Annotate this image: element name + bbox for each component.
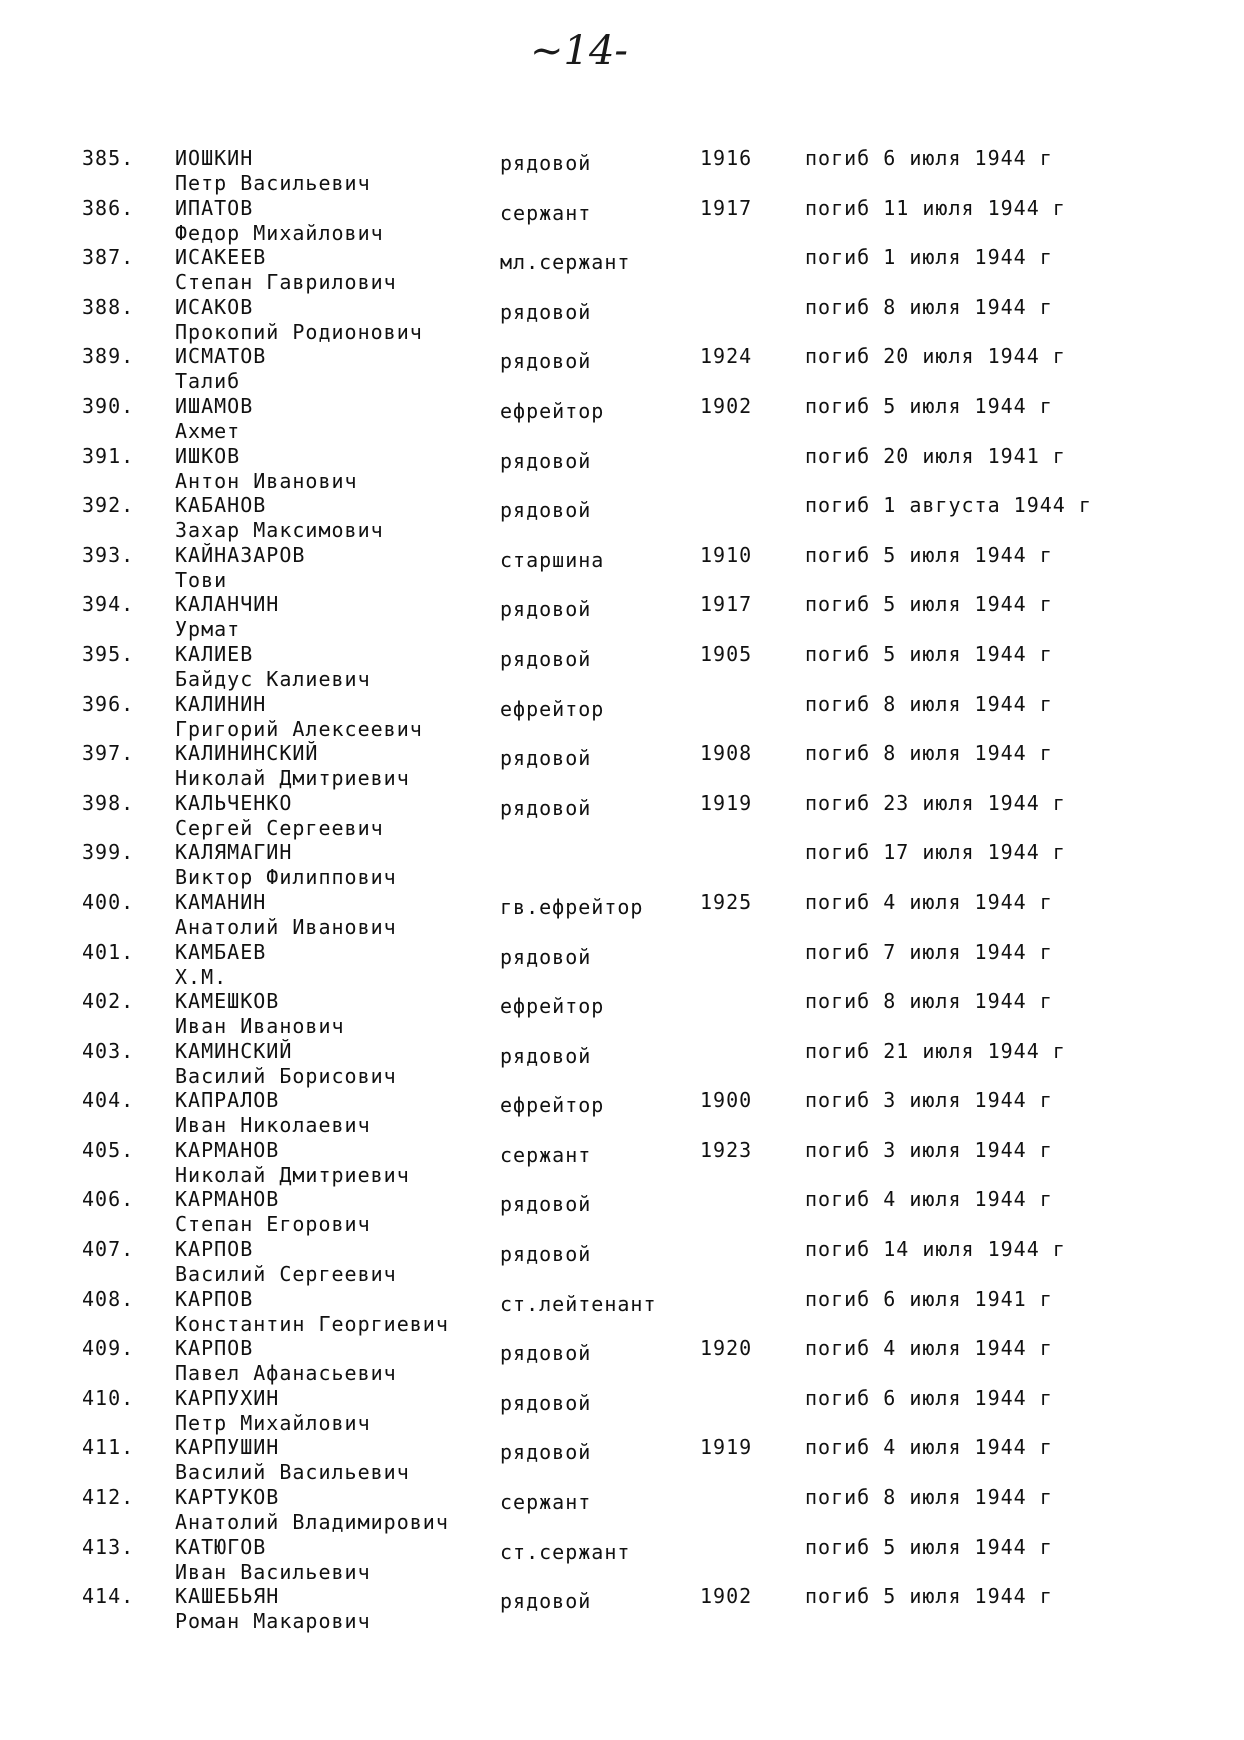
- list-item: [0, 989, 1244, 1039]
- birth-year: 1917: [700, 195, 753, 220]
- birth-year: 1916: [700, 146, 753, 170]
- casualty-list: [0, 146, 1244, 1634]
- list-item: [0, 1336, 1244, 1386]
- entry-number: 400.: [82, 889, 135, 914]
- given-names: Иван Иванович: [175, 1014, 345, 1039]
- rank: сержант: [500, 1142, 592, 1167]
- given-names: Захар Максимович: [175, 518, 384, 543]
- fate: погиб 7 июля 1944 г: [805, 939, 1053, 964]
- rank: рядовой: [500, 349, 592, 374]
- given-names: Петр Михайлович: [175, 1410, 371, 1435]
- surname: КАМАНИН: [175, 889, 267, 914]
- list-item: [0, 1535, 1244, 1585]
- entry-number: 408.: [82, 1286, 135, 1311]
- list-item: [0, 1287, 1244, 1337]
- surname: КАМЕШКОВ: [175, 989, 280, 1014]
- given-names: Анатолий Владимирович: [175, 1510, 449, 1535]
- entry-number: 389.: [82, 344, 135, 369]
- entry-number: 395.: [82, 641, 135, 666]
- fate: погиб 5 июля 1944 г: [805, 592, 1053, 617]
- fate: погиб 6 июля 1944 г: [805, 146, 1053, 170]
- given-names: Василий Борисович: [175, 1063, 397, 1088]
- rank: старшина: [500, 547, 605, 572]
- fate: погиб 21 июля 1944 г: [805, 1038, 1066, 1063]
- birth-year: 1923: [700, 1137, 753, 1162]
- list-item: [0, 940, 1244, 990]
- surname: КАМБАЕВ: [175, 939, 267, 964]
- list-item: [0, 890, 1244, 940]
- list-item: [0, 1138, 1244, 1188]
- fate: погиб 8 июля 1944 г: [805, 741, 1053, 766]
- given-names: Урмат: [175, 617, 241, 642]
- list-item: [0, 344, 1244, 394]
- fate: погиб 23 июля 1944 г: [805, 790, 1066, 815]
- surname: КАЛАНЧИН: [175, 592, 280, 617]
- list-item: [0, 394, 1244, 444]
- surname: ИСАКОВ: [175, 294, 254, 319]
- given-names: Виктор Филиппович: [175, 865, 397, 890]
- given-names: Байдус Калиевич: [175, 666, 371, 691]
- entry-number: 390.: [82, 393, 135, 418]
- list-item: [0, 245, 1244, 295]
- given-names: Петр Васильевич: [175, 171, 371, 195]
- birth-year: 1902: [700, 393, 753, 418]
- list-item: [0, 741, 1244, 791]
- rank: ефрейтор: [500, 398, 605, 423]
- surname: КАРПУХИН: [175, 1385, 280, 1410]
- fate: погиб 1 июля 1944 г: [805, 245, 1053, 270]
- entry-number: 405.: [82, 1137, 135, 1162]
- list-item: [0, 1039, 1244, 1089]
- list-item: [0, 1386, 1244, 1436]
- given-names: Х.М.: [175, 964, 228, 989]
- fate: погиб 6 июля 1944 г: [805, 1385, 1053, 1410]
- surname: КАРПОВ: [175, 1336, 254, 1361]
- given-names: Василий Сергеевич: [175, 1262, 397, 1287]
- surname: КАЙНАЗАРОВ: [175, 542, 306, 567]
- list-item: [0, 295, 1244, 345]
- rank: сержант: [500, 200, 592, 225]
- list-item: [0, 1435, 1244, 1485]
- fate: погиб 5 июля 1944 г: [805, 1534, 1053, 1559]
- fate: погиб 3 июля 1944 г: [805, 1137, 1053, 1162]
- fate: погиб 20 июля 1944 г: [805, 344, 1066, 369]
- given-names: Григорий Алексеевич: [175, 716, 423, 741]
- given-names: Иван Николаевич: [175, 1113, 371, 1138]
- birth-year: 1910: [700, 542, 753, 567]
- surname: КАТЮГОВ: [175, 1534, 267, 1559]
- fate: погиб 20 июля 1941 г: [805, 443, 1066, 468]
- list-item: [0, 444, 1244, 494]
- rank: рядовой: [500, 151, 592, 175]
- list-item: [0, 493, 1244, 543]
- rank: рядовой: [500, 1192, 592, 1217]
- surname: ИОШКИН: [175, 146, 254, 170]
- surname: КАБАНОВ: [175, 493, 267, 518]
- entry-number: 412.: [82, 1485, 135, 1510]
- fate: погиб 4 июля 1944 г: [805, 889, 1053, 914]
- fate: погиб 14 июля 1944 г: [805, 1237, 1066, 1262]
- rank: ст.сержант: [500, 1539, 631, 1564]
- surname: ИШАМОВ: [175, 393, 254, 418]
- surname: ИСМАТОВ: [175, 344, 267, 369]
- given-names: Степан Гаврилович: [175, 270, 397, 295]
- entry-number: 407.: [82, 1237, 135, 1262]
- entry-number: 386.: [82, 195, 135, 220]
- list-item: [0, 1088, 1244, 1138]
- given-names: Федор Михайлович: [175, 220, 384, 245]
- given-names: Степан Егорович: [175, 1212, 371, 1237]
- given-names: Ахмет: [175, 418, 241, 443]
- entry-number: 394.: [82, 592, 135, 617]
- page-number: ~14-: [530, 28, 628, 74]
- birth-year: 1902: [700, 1584, 753, 1609]
- fate: погиб 4 июля 1944 г: [805, 1336, 1053, 1361]
- rank: гв.ефрейтор: [500, 894, 644, 919]
- rank: ефрейтор: [500, 1093, 605, 1118]
- fate: погиб 5 июля 1944 г: [805, 1584, 1053, 1609]
- given-names: Константин Георгиевич: [175, 1311, 449, 1336]
- rank: рядовой: [500, 746, 592, 771]
- surname: КАПРАЛОВ: [175, 1088, 280, 1113]
- given-names: Сергей Сергеевич: [175, 815, 384, 840]
- rank: рядовой: [500, 1390, 592, 1415]
- surname: КАРПОВ: [175, 1286, 254, 1311]
- list-item: [0, 1485, 1244, 1535]
- list-item: [0, 791, 1244, 841]
- birth-year: 1905: [700, 641, 753, 666]
- fate: погиб 4 июля 1944 г: [805, 1187, 1053, 1212]
- given-names: Талиб: [175, 369, 241, 394]
- list-item: [0, 1237, 1244, 1287]
- rank: рядовой: [500, 1440, 592, 1465]
- entry-number: 403.: [82, 1038, 135, 1063]
- birth-year: 1900: [700, 1088, 753, 1113]
- fate: погиб 8 июля 1944 г: [805, 1485, 1053, 1510]
- birth-year: 1925: [700, 889, 753, 914]
- birth-year: 1920: [700, 1336, 753, 1361]
- list-item: [0, 543, 1244, 593]
- entry-number: 410.: [82, 1385, 135, 1410]
- list-item: [0, 592, 1244, 642]
- surname: КАЛИЕВ: [175, 641, 254, 666]
- entry-number: 406.: [82, 1187, 135, 1212]
- rank: рядовой: [500, 597, 592, 622]
- list-item: [0, 196, 1244, 246]
- fate: погиб 8 июля 1944 г: [805, 691, 1053, 716]
- entry-number: 385.: [82, 146, 135, 170]
- surname: КАРМАНОВ: [175, 1137, 280, 1162]
- fate: погиб 1 августа 1944 г: [805, 493, 1092, 518]
- fate: погиб 11 июля 1944 г: [805, 195, 1066, 220]
- rank: рядовой: [500, 1242, 592, 1267]
- fate: погиб 8 июля 1944 г: [805, 989, 1053, 1014]
- birth-year: 1917: [700, 592, 753, 617]
- birth-year: 1919: [700, 790, 753, 815]
- surname: КАЛЯМАГИН: [175, 840, 293, 865]
- entry-number: 388.: [82, 294, 135, 319]
- list-item: [0, 692, 1244, 742]
- surname: ИШКОВ: [175, 443, 241, 468]
- fate: погиб 17 июля 1944 г: [805, 840, 1066, 865]
- list-item: [0, 642, 1244, 692]
- entry-number: 404.: [82, 1088, 135, 1113]
- given-names: Анатолий Иванович: [175, 914, 397, 939]
- surname: ИПАТОВ: [175, 195, 254, 220]
- surname: КАРМАНОВ: [175, 1187, 280, 1212]
- list-item: [0, 146, 1244, 196]
- entry-number: 392.: [82, 493, 135, 518]
- entry-number: 411.: [82, 1435, 135, 1460]
- list-item: [0, 1584, 1244, 1634]
- entry-number: 396.: [82, 691, 135, 716]
- given-names: Василий Васильевич: [175, 1460, 410, 1485]
- rank: сержант: [500, 1490, 592, 1515]
- surname: КАЛЬЧЕНКО: [175, 790, 293, 815]
- rank: рядовой: [500, 1589, 592, 1614]
- entry-number: 413.: [82, 1534, 135, 1559]
- entry-number: 393.: [82, 542, 135, 567]
- fate: погиб 4 июля 1944 г: [805, 1435, 1053, 1460]
- surname: КАЛИНИН: [175, 691, 267, 716]
- entry-number: 402.: [82, 989, 135, 1014]
- fate: погиб 5 июля 1944 г: [805, 542, 1053, 567]
- entry-number: 414.: [82, 1584, 135, 1609]
- fate: погиб 8 июля 1944 г: [805, 294, 1053, 319]
- fate: погиб 5 июля 1944 г: [805, 641, 1053, 666]
- surname: ИСАКЕЕВ: [175, 245, 267, 270]
- rank: рядовой: [500, 1043, 592, 1068]
- entry-number: 391.: [82, 443, 135, 468]
- birth-year: 1908: [700, 741, 753, 766]
- entry-number: 387.: [82, 245, 135, 270]
- rank: рядовой: [500, 448, 592, 473]
- given-names: Николай Дмитриевич: [175, 1162, 410, 1187]
- rank: рядовой: [500, 1341, 592, 1366]
- surname: КАРПОВ: [175, 1237, 254, 1262]
- birth-year: 1924: [700, 344, 753, 369]
- surname: КАМИНСКИЙ: [175, 1038, 293, 1063]
- surname: КАШЕБЬЯН: [175, 1584, 280, 1609]
- rank: рядовой: [500, 498, 592, 523]
- given-names: Антон Иванович: [175, 468, 358, 493]
- list-item: [0, 840, 1244, 890]
- rank: ефрейтор: [500, 994, 605, 1019]
- rank: рядовой: [500, 646, 592, 671]
- fate: погиб 6 июля 1941 г: [805, 1286, 1053, 1311]
- given-names: Иван Васильевич: [175, 1559, 371, 1584]
- given-names: Прокопий Родионович: [175, 319, 423, 344]
- surname: КАРТУКОВ: [175, 1485, 280, 1510]
- entry-number: 398.: [82, 790, 135, 815]
- list-item: [0, 1187, 1244, 1237]
- entry-number: 409.: [82, 1336, 135, 1361]
- rank: мл.сержант: [500, 250, 631, 275]
- given-names: Тови: [175, 567, 228, 592]
- rank: ефрейтор: [500, 696, 605, 721]
- birth-year: 1919: [700, 1435, 753, 1460]
- rank: ст.лейтенант: [500, 1291, 657, 1316]
- rank: рядовой: [500, 795, 592, 820]
- entry-number: 397.: [82, 741, 135, 766]
- rank: рядовой: [500, 299, 592, 324]
- given-names: Павел Афанасьевич: [175, 1361, 397, 1386]
- fate: погиб 3 июля 1944 г: [805, 1088, 1053, 1113]
- rank: рядовой: [500, 944, 592, 969]
- surname: КАЛИНИНСКИЙ: [175, 741, 319, 766]
- entry-number: 399.: [82, 840, 135, 865]
- given-names: Роман Макарович: [175, 1609, 371, 1634]
- fate: погиб 5 июля 1944 г: [805, 393, 1053, 418]
- entry-number: 401.: [82, 939, 135, 964]
- given-names: Николай Дмитриевич: [175, 766, 410, 791]
- surname: КАРПУШИН: [175, 1435, 280, 1460]
